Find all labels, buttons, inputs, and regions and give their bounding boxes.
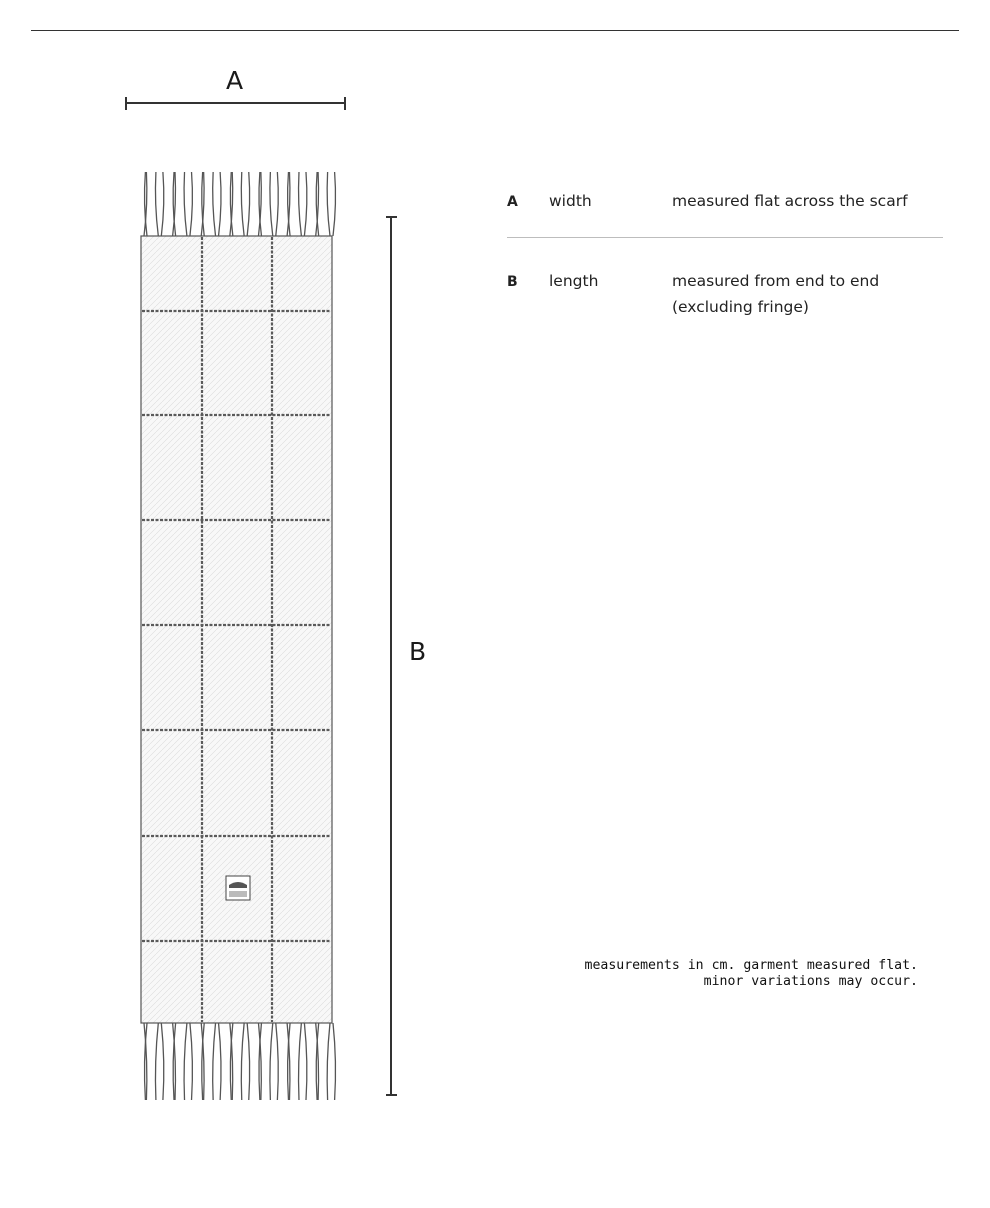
fringe-strand: [304, 1023, 307, 1100]
measurement-note-line: minor variations may occur.: [703, 974, 918, 989]
fringe-strand: [247, 172, 250, 236]
fringe-strand: [155, 1023, 158, 1100]
measurement-letter: B: [507, 274, 518, 290]
fringe-strand: [276, 172, 279, 236]
fringe-strand: [270, 172, 273, 236]
measurement-row-length: [507, 268, 943, 320]
fringe-strand: [219, 1023, 222, 1100]
fringe-strand: [304, 172, 307, 236]
measurement-description-line: (excluding fringe): [672, 298, 809, 316]
fringe-strand: [299, 172, 302, 236]
measurement-name: length: [549, 272, 599, 290]
fringe-strand: [247, 1023, 250, 1100]
fringe-strand: [213, 1023, 216, 1100]
fringe-bottom: [144, 1023, 336, 1100]
fringe-strand: [190, 1023, 193, 1100]
measurement-description-line: measured flat across the scarf: [672, 192, 908, 210]
fringe-strand: [184, 172, 187, 236]
fringe-strand: [270, 1023, 273, 1100]
fringe-strand: [219, 172, 222, 236]
fringe-strand: [276, 1023, 279, 1100]
measurement-table: [507, 188, 943, 320]
measurement-description: [672, 268, 943, 320]
fringe-strand: [241, 1023, 244, 1100]
measurement-description: [672, 188, 943, 214]
scarf-body: [141, 236, 332, 1023]
fringe-strand: [161, 172, 164, 236]
fringe-strand: [333, 1023, 336, 1100]
dimension-label-b: B: [409, 637, 427, 666]
dimension-label-a: A: [226, 66, 244, 95]
fringe-strand: [333, 172, 336, 236]
fringe-top: [144, 172, 336, 236]
fringe-strand: [299, 1023, 302, 1100]
dimension-line-a: [126, 97, 345, 110]
measurement-description-line: measured from end to end: [672, 272, 880, 290]
fringe-strand: [190, 172, 193, 236]
fringe-strand: [161, 1023, 164, 1100]
fringe-strand: [213, 172, 216, 236]
fringe-strand: [327, 172, 330, 236]
fringe-strand: [155, 172, 158, 236]
fringe-strand: [241, 172, 244, 236]
fringe-strand: [184, 1023, 187, 1100]
brand-label-icon: [226, 876, 250, 900]
dimension-line-b: [386, 217, 397, 1095]
measurement-name: width: [549, 192, 592, 210]
measurement-note-line: measurements in cm. garment measured flat.: [584, 958, 918, 973]
measurement-note: [585, 958, 918, 990]
measurement-letter: A: [507, 194, 518, 210]
measurement-divider: [507, 237, 943, 238]
measurement-row-width: [507, 188, 943, 214]
fringe-strand: [327, 1023, 330, 1100]
